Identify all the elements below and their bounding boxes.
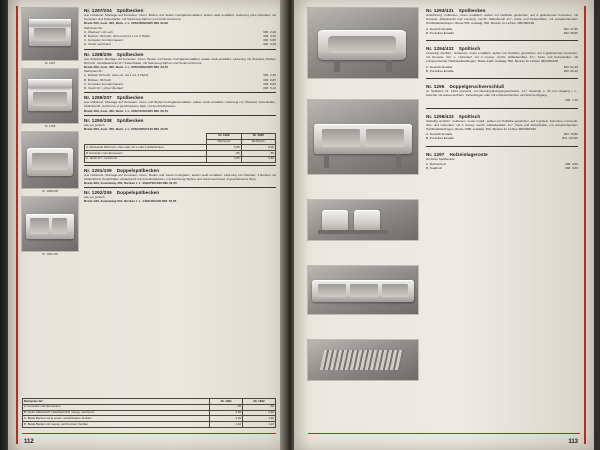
table-col-header: Nr. 1291 — [210, 399, 243, 405]
variant-price: RM. 27,85 — [563, 26, 578, 31]
entry-1290-208 — [84, 118, 276, 163]
option-label: Mehrpreis für: — [84, 25, 104, 30]
variant-price: RM. 51,40 — [563, 64, 578, 69]
right-text-column — [426, 8, 578, 170]
entry-title: Spülbecken — [116, 8, 144, 13]
option-label: Mehrpreis für: — [84, 69, 104, 74]
entry-body: zweiteilig, Ausführ.: Gußeisen, innen emailliert, außen mit Oelfarbe gestrichen, auf 4 gußeisernen Konsolen, mit Konsole, Abl. u. Ueberlauf, mit 2 messg. verchr. Ablaufventilen 1¼", Kette und Kettenhalter, mit entsprechender Hartbleiablaufbogen, Breite 1120, Ausladg. 500, Becken im Lichten 485/480/180 — [426, 51, 578, 64]
variant-label: B. Porzellan-Emaille — [426, 68, 454, 73]
table-col-header: Nr. 1289 — [207, 133, 241, 139]
table-cell-value: -,55 — [243, 404, 276, 410]
variant-label: A. Deutsch-Emaille — [426, 64, 453, 69]
entry-body: aus Usbelonit. Montage auf Konsolen. Innen, Boden und Seiten hochglanz, außen weiß emailliert. Lieferung mit Überlauf, 1 Becken mit Abdeckbrett, Kettenhalter, Ablaufventil mit Anschlußstutzen, mit Steinzeug-Siphon und Ventil verchromt, Z geschlossene Sieb. — [84, 172, 276, 181]
variant-price: RM. 55,85 — [563, 30, 578, 35]
entry-number: Nr. 1293/431 — [426, 8, 454, 13]
left-page — [8, 0, 286, 450]
right-photo-column — [308, 8, 418, 380]
entry-number: Nr. 1294/432 — [426, 46, 454, 52]
entry-title: Holzeinlageroste — [449, 151, 488, 157]
entry-body: für diese Spülbecken — [426, 156, 455, 161]
table-subheader: Mehrpreis — [241, 139, 275, 145]
divider — [84, 92, 276, 93]
left-photo-column — [22, 8, 78, 256]
table-cell-value: 1,10 — [243, 422, 276, 428]
table-cell-label: C. Beide Becken mit je einem, verschiedene Ventilen — [23, 416, 210, 422]
option-label: C. Konsolen zum Einmauern — [84, 81, 124, 86]
divider — [426, 40, 578, 41]
entry-body: zu Spültisch Nr. 1294 passend, mit Messing-Reinigungsschraub., 1¼" Gewinde u. 50 mm Abgang i. L., lieferbar mit wasserrechtem, Kettenbogen oder mit entsprechendem verchromte Abgang — [426, 89, 578, 98]
table-cell-label: C. Ventil 1¼", verchromt — [85, 156, 207, 162]
entry-title: Spülbecken — [116, 117, 144, 123]
entry-body: wie vor, jedoch — [84, 122, 105, 127]
entry-title: Spülbecken — [458, 8, 486, 13]
divider — [84, 187, 276, 188]
left-folio-rule — [22, 433, 276, 434]
option-label: D. Ventil 1¼", ohne Überlauf — [84, 86, 123, 91]
table-col-header: Nr. 1290 — [241, 133, 275, 139]
entry-number: Nr. 1292/209 — [84, 190, 112, 196]
cap-1287: Nr. 1287 — [44, 61, 56, 65]
photo-sink-1291 — [22, 197, 78, 251]
cap-1291: Nr. 1291/109 — [41, 252, 59, 256]
option-value: RM. 4,35 — [263, 73, 276, 78]
price-table-1289-1290 — [84, 133, 276, 163]
option-label: A. Rücken 80 hoch, ohne od. mit 1 od. 2 Hahnl. — [84, 73, 150, 78]
table-title: Mehrpreis für: — [23, 399, 210, 405]
entry-number: Nr. 1289/207 — [84, 95, 112, 101]
option-value: RM. 6,65 — [263, 38, 276, 43]
entry-number: Nr. 1295 — [426, 84, 445, 90]
entry-body: Ausführung: Gußeisen, innen emailliert, außen mit Oelfarbe gestrichen, auf 2 gußeisernen Konsolen, mit Konsole, Ablaufventil und messing. verchr. Ablaufventil 1¼", Kette und Kettenhalter, mit entsprechendem Hartbleiablaufbogen, Breite 550, Ausladg. 500, Becken im Lichten 485/480/180 — [426, 13, 578, 26]
entry-specs: Breite 600, Ausl. 450, Beck. t. L. 525/C380/C285 RM. 33,70 — [84, 65, 168, 70]
entry-number: Nr. 1287/204 — [84, 8, 112, 13]
entry-title: Spülbecken — [116, 51, 144, 57]
entry-1297 — [426, 152, 578, 171]
left-page-red-rule — [16, 6, 18, 444]
option-value: RM. 4,45 — [263, 42, 276, 47]
option-label: B. Rücken, 80 hoch, ohne und mit 1 od. 2 Hahnl. — [84, 34, 151, 39]
table-cell-value: 6,55 — [207, 145, 241, 151]
table-col-header: Nr. 1292 — [243, 399, 276, 405]
variant-price: RM. 3,60 — [565, 161, 578, 166]
option-label: B. Rücken, 80 hoch — [84, 77, 112, 82]
photo-sink-1287 — [22, 8, 78, 60]
divider — [84, 165, 276, 166]
bottom-price-table-wrap — [22, 398, 276, 428]
entry-number: Nr. 1288/206 — [84, 51, 112, 57]
entry-body: dreiteilig, Ausführ.: Gußeisen, innen emaill., außen mit Oelfarbe gestrichen, auf 4 gußeis. Konsolen, mit komb. Abs- und Ueberlauf, mit 3 messg. verchr. Ablaufventilen 1¼", Kette und Kettenhalter, mit entsprechendem Hartbleiablaufbogen, Breite 1680, Ausladg. 500, Becken im Lichten 485/480/180 — [426, 118, 578, 132]
entry-1288-206 — [84, 52, 276, 91]
table-cell-value: -,55 — [210, 404, 243, 410]
entry-specs: Breite 600, Ausl. 450, Beck. t. L. 520/C400/C300 RM. 26,70 — [84, 108, 168, 113]
option-value: RM. 2,20 — [263, 29, 276, 34]
table-cell-value: 2,65 — [243, 410, 276, 416]
table-cell-value: 2,65 — [207, 156, 241, 162]
entry-title: Spültisch — [458, 46, 481, 52]
entry-1294-432 — [426, 46, 578, 73]
entry-title: Doppelgeruchverschluß — [449, 84, 505, 90]
photo-sink-1289 — [22, 132, 78, 188]
table-cell-value: 1,40 — [210, 416, 243, 422]
variant-price: RM. 103,60 — [562, 136, 578, 141]
variant-price: RM. 79,85 — [563, 132, 578, 137]
entry-body: aus Usbelonit. Montage auf Konsolen. Innen und Boden hochglanzemailliert, außen weiß emailliert. Lieferung mit Überlauf, Kettenhalter, Ablaufventil, verchromt, Z geschlossene Sieb, mit Anschlußstutzen. — [84, 100, 276, 109]
variant-label: B. Porzellan-Emaille — [426, 30, 454, 35]
table-cell-value: -,55 — [207, 151, 241, 157]
table-cell-value: 8,30 — [241, 145, 275, 151]
table-cell-label: D. Beide Becken mit messg. verchromten Ventilen — [23, 422, 210, 428]
photo-sink-1288 — [22, 69, 78, 123]
variant-label: A. Deutsch-Emaille — [426, 132, 453, 137]
photo-spueltisch-1296 — [308, 266, 418, 314]
entry-number: Nr. 1290/208 — [84, 117, 112, 123]
table-row — [85, 156, 276, 162]
entry-1295 — [426, 84, 578, 103]
divider — [84, 49, 276, 50]
table-cell-value: 2,65 — [241, 156, 275, 162]
entry-body: wie vor, jedoch — [84, 195, 105, 200]
variant-label: A. Buchenholz — [426, 161, 446, 166]
entry-title: Spülbecken — [116, 95, 144, 101]
divider — [426, 146, 578, 147]
left-text-column — [84, 8, 276, 204]
table-subheader: Mehrpreis — [207, 139, 241, 145]
bottom-price-table — [22, 398, 276, 428]
entry-1291-109 — [84, 168, 276, 186]
right-page-red-rule — [584, 6, 586, 444]
variant-price: RM. 6,60 — [565, 166, 578, 171]
variant-label: B. Porzellan-Emaille — [426, 136, 454, 141]
option-value: RM. 8,85 — [263, 77, 276, 82]
entry-1287-204 — [84, 8, 276, 47]
option-value: RM. 4,20 — [263, 34, 276, 39]
entry-title: Spültisch — [458, 113, 481, 119]
option-value: RM. 6,65 — [263, 81, 276, 86]
option-label: A. Überlauf, mit Loch — [84, 29, 113, 34]
table-cell-value: -,55 — [241, 151, 275, 157]
cap-1288: Nr. 1288 — [44, 124, 56, 128]
variant-label: A. Deutsch-Emaille — [426, 26, 453, 31]
entry-title: Doppelspülbecken — [116, 190, 160, 196]
variant-price: RM. 69,40 — [563, 68, 578, 73]
photo-spueltisch-1294 — [308, 100, 418, 174]
right-page — [294, 0, 594, 450]
entry-1296-433 — [426, 114, 578, 141]
entry-specs: Breite 500, Ausl. 400, Beck. t. L. 525/C380/C285 RM. 32,90 — [84, 21, 168, 26]
entry-number: Nr. 1296/433 — [426, 113, 454, 119]
table-cell-value: 1,40 — [243, 416, 276, 422]
right-page-number: 113 — [568, 439, 578, 445]
divider — [426, 78, 578, 79]
cap-1289: Nr. 1289/208 — [41, 189, 59, 193]
table-row — [23, 422, 276, 428]
table-cell-value: 1,10 — [210, 422, 243, 428]
entry-specs: Breite 600, Ausl. 450, Beck. t. L. 570/C385/C140 RM. 26,55 — [84, 127, 168, 132]
table-cell-label: A. Konsolen zum Einmauern — [23, 404, 210, 410]
option-label: D. Ventil, verchromt — [84, 42, 111, 47]
entry-1293-431 — [426, 8, 578, 35]
photo-sink-1293 — [308, 8, 418, 78]
photo-geruchverschluss-1295 — [308, 200, 418, 240]
right-folio-rule — [308, 433, 580, 434]
table-cell-label: A. Rückwand 300 hoch, ohne oder mit 1 oder 2 Hahnlöchern — [85, 145, 207, 151]
variant-label: B. Teakholz — [426, 166, 442, 171]
entry-specs: Breite 930, Ausladung 510, Becken t. L. 1403/420/220 RM. 76,65 — [84, 199, 177, 204]
divider — [84, 115, 276, 116]
entry-body: aus Usbelonit. Montage auf Konsolen. Innen, Boden und Seiten hochglanzemailliert, außen weiß emailliert. Lieferung mit Überlauf, Rücken 80 hoch, mit Ablaufventil 1¼" Kettenhalter, mit Steinzeug-Siphon und Ventil verchromt. — [84, 56, 276, 65]
table-cell-value: 2,65 — [210, 410, 243, 416]
entry-number: Nr. 1291/109 — [84, 167, 112, 173]
option-label: C. Konsolen zum Einmauern — [84, 38, 124, 43]
entry-number: Nr. 1297 — [426, 151, 445, 157]
entry-title: Doppelspülbecken — [116, 167, 160, 173]
variant-label — [426, 98, 430, 102]
variant-price: RM. 7,40 — [565, 98, 578, 103]
left-page-number: 112 — [24, 439, 34, 445]
table-cell-label: B. Konsolen zum Einmauern — [85, 151, 207, 157]
entry-1292-209 — [84, 190, 276, 203]
table-cell-label: B. Ventil, Ablaufmuff, Ueberlaufmuff, messg. verchromt — [23, 410, 210, 416]
entry-body: aus Usbelonit. Montage auf Konsolen. Innen, Boden und Seiten hochglanzemailliert, außen weiß emailliert. Lieferung ohne Überlauf, mit Konsolen und Kettenhalter, mit Steinzeug-Siphon und Ventil verchromt. — [84, 13, 276, 22]
entry-1289-207 — [84, 95, 276, 113]
entry-specs: Breite 900, Ausladung 450, Becken t. L. 400/370/C180 RM. 61,55 — [84, 181, 177, 186]
photo-holzeinlagerost-1297 — [308, 340, 418, 380]
divider — [426, 108, 578, 109]
option-value: RM. 5,10 — [263, 86, 276, 91]
